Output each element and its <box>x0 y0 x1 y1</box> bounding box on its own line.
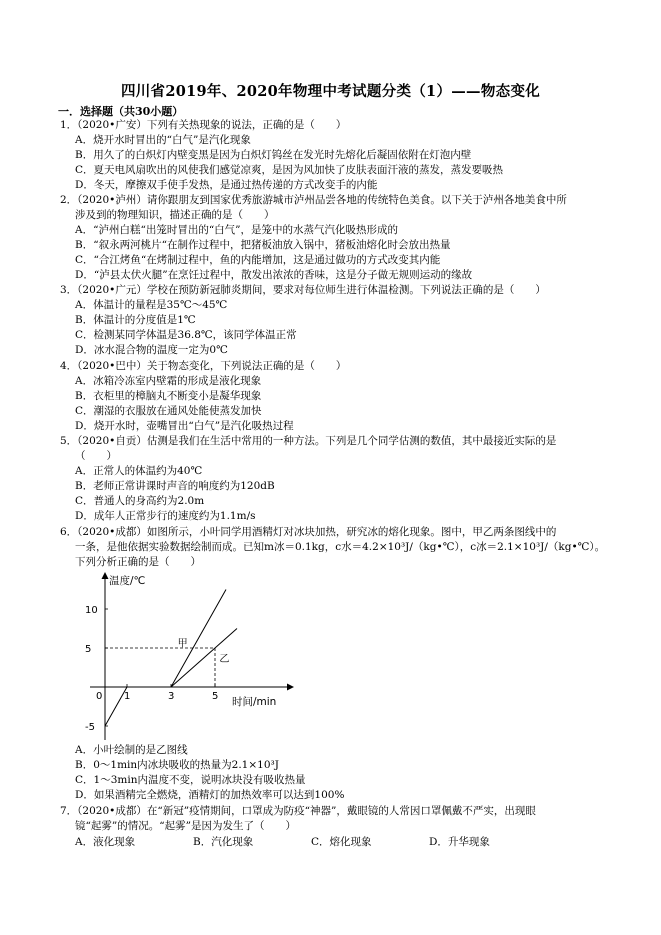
temperature-time-chart <box>80 570 330 742</box>
q6-stem-line2: 一条，是他依据实验数据绘制而成。已知m冰＝0.1kg，c水＝4.2×10³J/（kg•℃），c冰＝2.1×10³J/（kg•℃）。 <box>75 541 606 553</box>
q2-option-c: C．“合江烤鱼“在烤制过程中，鱼的内能增加，这是通过做功的方式改变其内能 <box>75 254 441 266</box>
q7-option-a: A．液化现象 <box>75 836 136 848</box>
q6-option-a: A．小叶绘制的是乙图线 <box>75 744 188 756</box>
y-tick-label-10: 10 <box>85 605 98 616</box>
q3-option-d: D．冰水混合物的温度一定为0℃ <box>75 344 228 356</box>
q5-option-b: B．老师正常讲课时声音的响度约为120dB <box>75 480 275 492</box>
q7-option-d: D．升华现象 <box>429 836 490 848</box>
series-label-jia: 甲 <box>177 638 188 650</box>
q1-option-a: A．烧开水时冒出的“白气”是汽化现象 <box>75 134 251 146</box>
q3-option-c: C．检测某同学体温是36.8℃，该同学体温正常 <box>75 329 297 341</box>
q5-stem-line1: 5．（2020•自贡）估测是我们在生活中常用的一种方法。下列是几个同学估测的数值，其中最接近实际的是 <box>60 435 557 447</box>
y-tick-label-5: 5 <box>85 644 92 655</box>
q6-option-b: B．0～1min内冰块吸收的热量为2.1×10³J <box>75 759 279 771</box>
q3-option-a: A．体温计的量程是35℃～45℃ <box>75 299 228 311</box>
y-tick-label--5: -5 <box>85 722 95 733</box>
q4-option-a: A．冰箱冷冻室内壁霜的形成是液化现象 <box>75 375 262 387</box>
q6-stem-line3: 下列分析正确的是（ ） <box>75 556 201 568</box>
section-heading: 一．选择题（共30小题） <box>58 105 184 118</box>
q3-stem: 3．（2020•广元）学校在预防新冠肺炎期间，要求对每位师生进行体温检测。下列说法正确的是（ ） <box>60 284 546 296</box>
q7-options-row <box>75 835 547 849</box>
q4-option-c: C．潮湿的衣服放在通风处能使蒸发加快 <box>75 405 262 417</box>
q7-option-c: C．熔化现象 <box>311 836 372 848</box>
q5-option-c: C．普通人的身高约为2.0m <box>75 495 205 507</box>
series-line-jia <box>105 590 226 727</box>
q5-option-d: D．成年人正常步行的速度约为1.1m/s <box>75 510 256 522</box>
page-title: 四川省2019年、2020年物理中考试题分类（1）——物态变化 <box>120 83 541 100</box>
series-label-yi: 乙 <box>219 654 230 666</box>
q3-option-b: B．体温计的分度值是1℃ <box>75 314 196 326</box>
q1-option-d: D．冬天，摩擦双手使手发热，是通过热传递的方式改变手的内能 <box>75 179 378 191</box>
q2-stem-line2: 涉及到的物理知识，描述正确的是（ ） <box>75 209 275 221</box>
q7-stem-line2: 镜“起雾”的情况。“起雾”是因为发生了（ ） <box>75 820 296 832</box>
q2-option-d: D．“泸县太伏火腿”在烹饪过程中，散发出浓浓的香味，这是分子做无规则运动的缘故 <box>75 269 473 281</box>
q5-option-a: A．正常人的体温约为40℃ <box>75 465 203 477</box>
q5-stem-line2: （ ） <box>75 450 117 462</box>
q2-option-b: B．“叙永两河桃片“在制作过程中，把猪板油放入锅中，猪板油熔化时会放出热量 <box>75 239 451 251</box>
x-tick-label-1: 1 <box>124 691 131 702</box>
q1-option-c: C．夏天电风扇吹出的风使我们感觉凉爽，是因为风加快了皮肤表面汗液的蒸发，蒸发要吸热 <box>75 164 504 176</box>
q1-option-b: B．用久了的白炽灯内壁变黑是因为白炽灯钨丝在发光时先熔化后凝固依附在灯泡内壁 <box>75 149 472 161</box>
q1-stem: 1．（2020•广安）下列有关热现象的说法，正确的是（ ） <box>60 119 347 131</box>
q4-stem: 4．（2020•巴中）关于物态变化，下列说法正确的是（ ） <box>60 360 347 372</box>
q7-option-b: B．汽化现象 <box>193 836 254 848</box>
q2-stem-line1: 2．（2020•泸州）请你跟朋友到国家优秀旅游城市泸州品尝各地的传统特色美食。以下关于泸州各地美食中所 <box>60 194 567 206</box>
x-axis-label: 时间/min <box>232 696 277 708</box>
q2-option-a: A．“泸州白糕“出笼时冒出的“白气”，是笼中的水蒸气汽化吸热形成的 <box>75 224 399 236</box>
q4-option-b: B．衣柜里的樟脑丸不断变小是凝华现象 <box>75 390 262 402</box>
q4-option-d: D．烧开水时，壶嘴冒出“白气”是汽化吸热过程 <box>75 420 294 432</box>
x-tick-label-3: 3 <box>168 691 175 702</box>
origin-label: 0 <box>96 691 103 702</box>
q6-option-d: D．如果酒精完全燃烧，酒精灯的加热效率可以达到100% <box>75 789 345 801</box>
x-tick-label-5: 5 <box>212 691 219 702</box>
q7-stem-line1: 7．（2020•成都）在“新冠”疫情期间，口罩成为防疫“神器”，戴眼镜的人常因口罩佩戴不严实，出现眼 <box>60 805 536 817</box>
q6-option-c: C．1～3min内温度不变，说明冰块没有吸收热量 <box>75 774 306 786</box>
q6-stem-line1: 6．（2020•成都）如图所示，小叶同学用酒精灯对冰块加热，研究冰的熔化现象。图中，甲乙两条图线中的 <box>60 526 557 538</box>
y-axis-label: 温度/℃ <box>109 575 146 587</box>
